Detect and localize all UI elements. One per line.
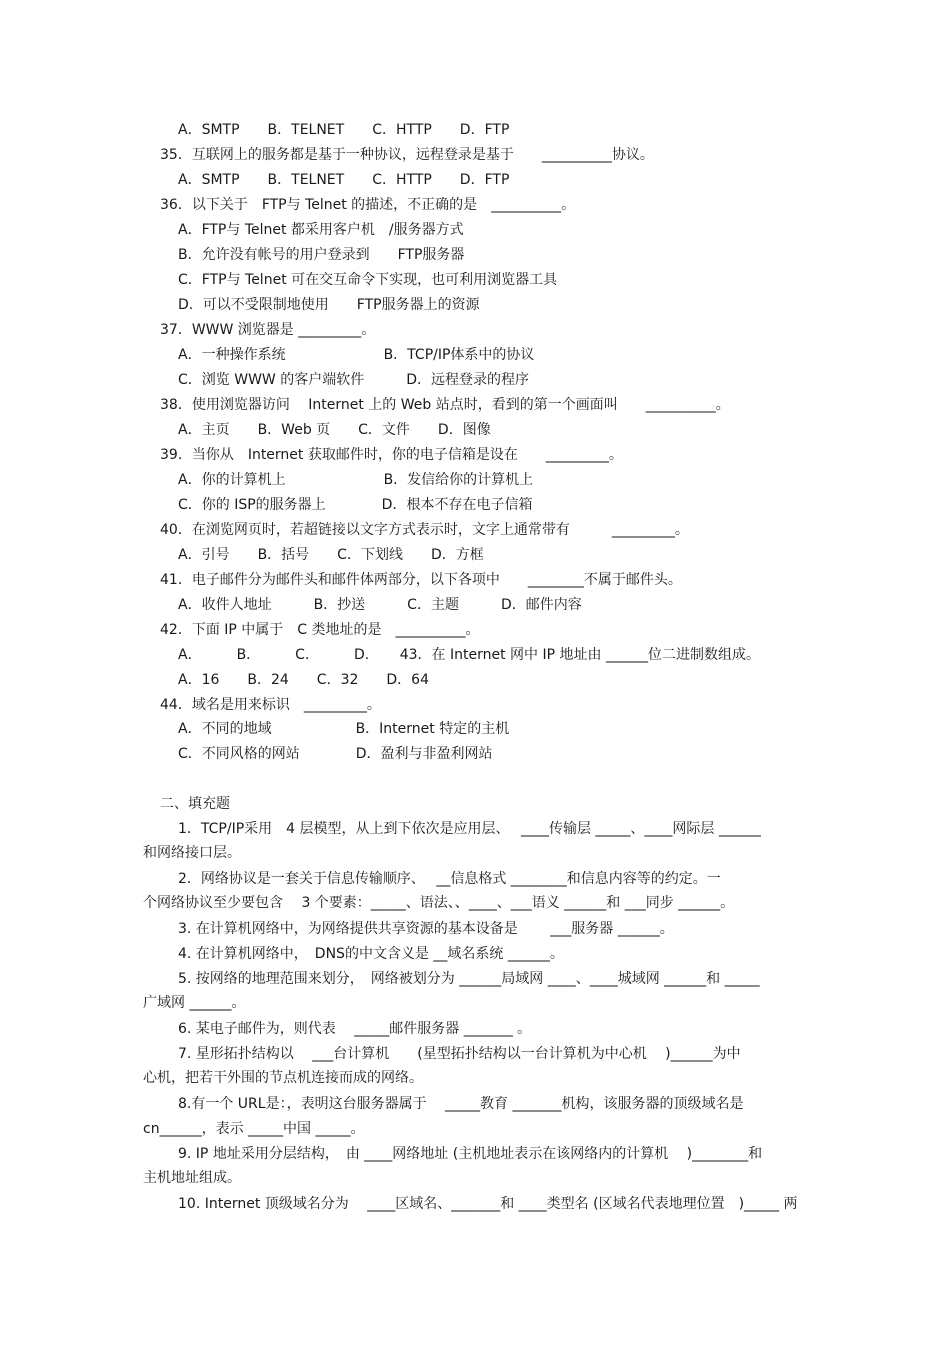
option-line: A．16 B．24 C．32 D．64: [178, 672, 429, 688]
question-36: 36．以下关于 FTP与 Telnet 的描述，不正确的是 __________。: [160, 197, 576, 213]
option-line: A．不同的地域 B．Internet 特定的主机: [178, 721, 510, 737]
question-40: 40．在浏览网页时，若超链接以文字方式表示时，文字上通常带有 _________。: [160, 522, 689, 538]
fill-item-5-cont: 广域网 ______。: [143, 995, 246, 1011]
fill-item-6: 6. 某电子邮件为，则代表 _____邮件服务器 _______ 。: [178, 1021, 532, 1037]
question-38: 38．使用浏览器访问 Internet 上的 Web 站点时，看到的第一个画面叫 __________。: [160, 397, 730, 413]
option-line: A．收件人地址 B．抄送 C．主题 D．邮件内容: [178, 597, 582, 613]
option-line: C．浏览 WWW 的客户端软件 D．远程登录的程序: [178, 372, 529, 388]
option-line: A．一种操作系统 B．TCP/IP体系中的协议: [178, 347, 535, 363]
option-line: A．FTP与 Telnet 都采用客户机 /服务器方式: [178, 222, 464, 238]
question-42: 42．下面 IP 中属于 C 类地址的是 __________。: [160, 622, 480, 638]
fill-item-5: 5. 按网络的地理范围来划分， 网络被划分为 ______局域网 ____、____城域网 ______和 _____: [178, 971, 760, 987]
option-line: A．你的计算机上 B．发信给你的计算机上: [178, 472, 534, 488]
option-line: C．你的 ISP的服务器上 D．根本不存在电子信箱: [178, 497, 533, 513]
option-line: C．不同风格的网站 D．盈利与非盈利网站: [178, 746, 493, 762]
option-line: A．SMTP B．TELNET C．HTTP D．FTP: [178, 172, 510, 188]
fill-item-2-cont: 个网络协议至少要包含 3 个要素：_____、语法、、____、___语义 ______和 ___同步 ______。: [143, 895, 735, 911]
fill-item-9-cont: 主机地址组成。: [143, 1170, 241, 1186]
fill-item-7: 7. 星形拓扑结构以 ___台计算机 (星型拓扑结构以一台计算机为中心机 )______为中: [178, 1046, 741, 1062]
option-line: C．FTP与 Telnet 可在交互命令下实现，也可利用浏览器工具: [178, 272, 558, 288]
fill-item-9: 9. IP 地址采用分层结构， 由 ____网络地址 (主机地址表示在该网络内的计算机 )________和: [178, 1146, 763, 1162]
option-line: B．允许没有帐号的用户登录到 FTP服务器: [178, 247, 465, 263]
option-line: A．主页 B．Web 页 C．文件 D．图像: [178, 422, 491, 438]
fill-item-1: 1．TCP/IP采用 4 层模型，从上到下依次是应用层、 ____传输层 _____、____网际层 ______: [178, 821, 761, 837]
fill-item-8-cont: cn______，表示 _____中国 _____。: [143, 1121, 365, 1137]
fill-item-1-cont: 和网络接口层。: [143, 845, 241, 861]
fill-item-10: 10. Internet 顶级域名分为 ____区域名、_______和 ____类型名 (区域名代表地理位置 )_____ 两: [178, 1196, 798, 1212]
question-37: 37．WWW 浏览器是 _________。: [160, 322, 376, 338]
fill-item-3: 3. 在计算机网络中，为网络提供共享资源的基本设备是 ___服务器 ______。: [178, 921, 674, 937]
option-line: A．引号 B．括号 C．下划线 D．方框: [178, 547, 484, 563]
question-39: 39．当你从 Internet 获取邮件时，你的电子信箱是设在 _________。: [160, 447, 623, 463]
question-41: 41．电子邮件分为邮件头和邮件体两部分，以下各项中 ________不属于邮件头。: [160, 572, 682, 588]
question-35: 35．互联网上的服务都是基于一种协议，远程登录是基于 __________协议。: [160, 147, 654, 163]
option-line: A．SMTP B．TELNET C．HTTP D．FTP: [178, 122, 510, 138]
question-44: 44．域名是用来标识 _________。: [160, 697, 381, 713]
option-line: D．可以不受限制地使用 FTP服务器上的资源: [178, 297, 480, 313]
section-heading: 二、填充题: [160, 796, 230, 812]
option-line: A． B． C． D． 43．在 Internet 网中 IP 地址由 ______位二进制数组成。: [178, 647, 760, 663]
fill-item-7-cont: 心机，把若干外围的节点机连接而成的网络。: [143, 1070, 423, 1086]
fill-item-2: 2．网络协议是一套关于信息传输顺序、 __信息格式 ________和信息内容等的约定。一: [178, 871, 721, 887]
fill-item-4: 4. 在计算机网络中， DNS的中文含义是 __域名系统 ______。: [178, 946, 564, 962]
fill-item-8: 8.有一个 URL是：，表明这台服务器属于 _____教育 _______机构，该服务器的顶级域名是: [178, 1096, 744, 1112]
